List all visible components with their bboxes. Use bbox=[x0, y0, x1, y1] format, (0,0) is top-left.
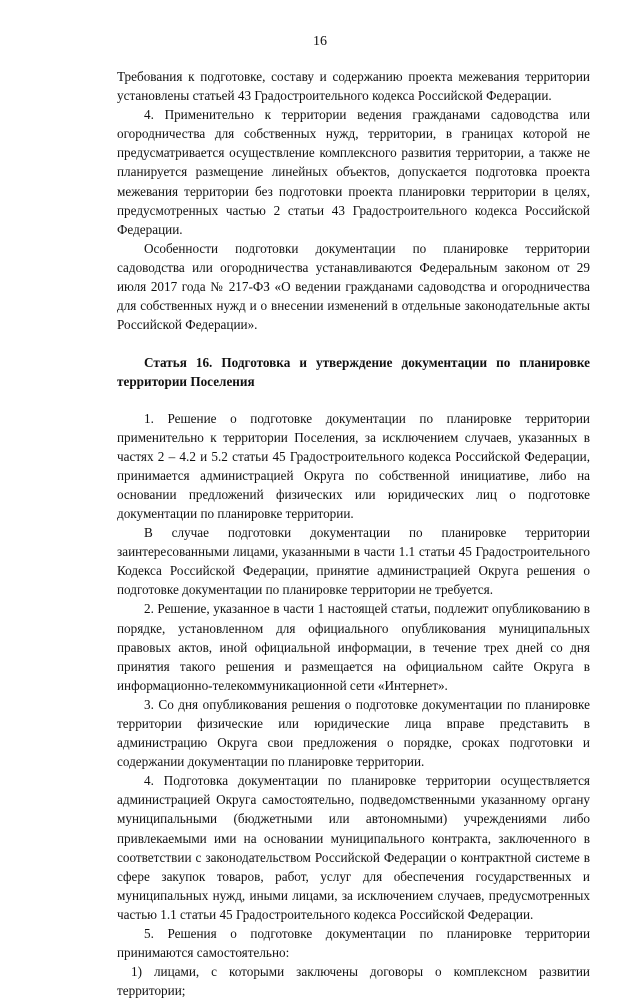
intro-paragraph: 4. Применительно к территории ведения гражданами садоводства или огородничества для собственных нужд, территории, в границах которой не предусматривается осуществление комплексного развития территории, а также не планируется размещение линейных объектов, допускается подготовка проекта межевания территории без подготовки проекта планировки территории в целях, предусмотренных частью 2 статьи 43 Градостроительного кодекса Российской Федерации. bbox=[117, 107, 590, 237]
article-paragraph: В случае подготовки документации по планировке территории заинтересованными лицами, указанными в части 1.1 статьи 45 Градостроительного Кодекса Российской Федерации, принятие администрацией Округа решения о подготовке документации по планировке территории не требуется. bbox=[117, 525, 590, 598]
article-paragraph: 2. Решение, указанное в части 1 настоящей статьи, подлежит опубликованию в порядке, установленном для официального опубликования муниципальных правовых актов, иной официальной информации, в течение трех дней со дня принятия такого решения и размещается на официальном сайте Округа в информационно-телекоммуникационной сети «Интернет». bbox=[117, 601, 590, 693]
article-paragraph: 5. Решения о подготовке документации по планировке территории принимаются самостоятельно: bbox=[117, 926, 590, 961]
page-number: 16 bbox=[313, 34, 327, 49]
intro-paragraph: Особенности подготовки документации по планировке территории садоводства или огородничества устанавливаются Федеральным законом от 29 июля 2017 года № 217-ФЗ «О ведении гражданами садоводства и огородничества для собственных нужд и о внесении изменений в отдельные законодательные акты Российской Федерации». bbox=[117, 240, 590, 333]
intro-paragraph: Требования к подготовке, составу и содержанию проекта межевания территории установлены статьей 43 Градостроительного кодекса Российской Федерации. bbox=[117, 69, 590, 104]
article-heading: Статья 16. Подготовка и утверждение документации по планировке территории Поселения bbox=[117, 355, 590, 390]
article-paragraph: 4. Подготовка документации по планировке территории осуществляется администрацией Округа самостоятельно, подведомственными указанному органу муниципальными (бюджетными или автономными) учреждениями либо привлекаемыми ими на основании муниципального контракта, заключенного в соответствии с законодательством Российской Федерации о контрактной системе в сфере закупок товаров, работ, услуг для обеспечения государственных и муниципальных нужд, иными лицами, за исключением случаев, предусмотренных частью 1.1 статьи 45 Градостроительного кодекса Российской Федерации. bbox=[117, 773, 590, 922]
article-paragraph: 3. Со дня опубликования решения о подготовке документации по планировке территории физические или юридические лица вправе представить в администрацию Округа свои предложения о порядке, сроках подготовки и содержании документации по планировке территории. bbox=[117, 696, 590, 770]
list-item: 1) лицами, с которыми заключены договоры о комплексном развитии территории; bbox=[117, 964, 590, 999]
article-paragraph: 1. Решение о подготовке документации по планировке территории применительно к территории Поселения, за исключением случаев, указанных в частях 2 – 4.2 и 5.2 статьи 45 Градостроительного кодекса Российской Федерации, принимается администрацией Округа по собственной инициативе, либо на основании предложений физических или юридических лиц о подготовке документации по планировке территории. bbox=[117, 410, 590, 521]
document-body bbox=[117, 67, 590, 1000]
